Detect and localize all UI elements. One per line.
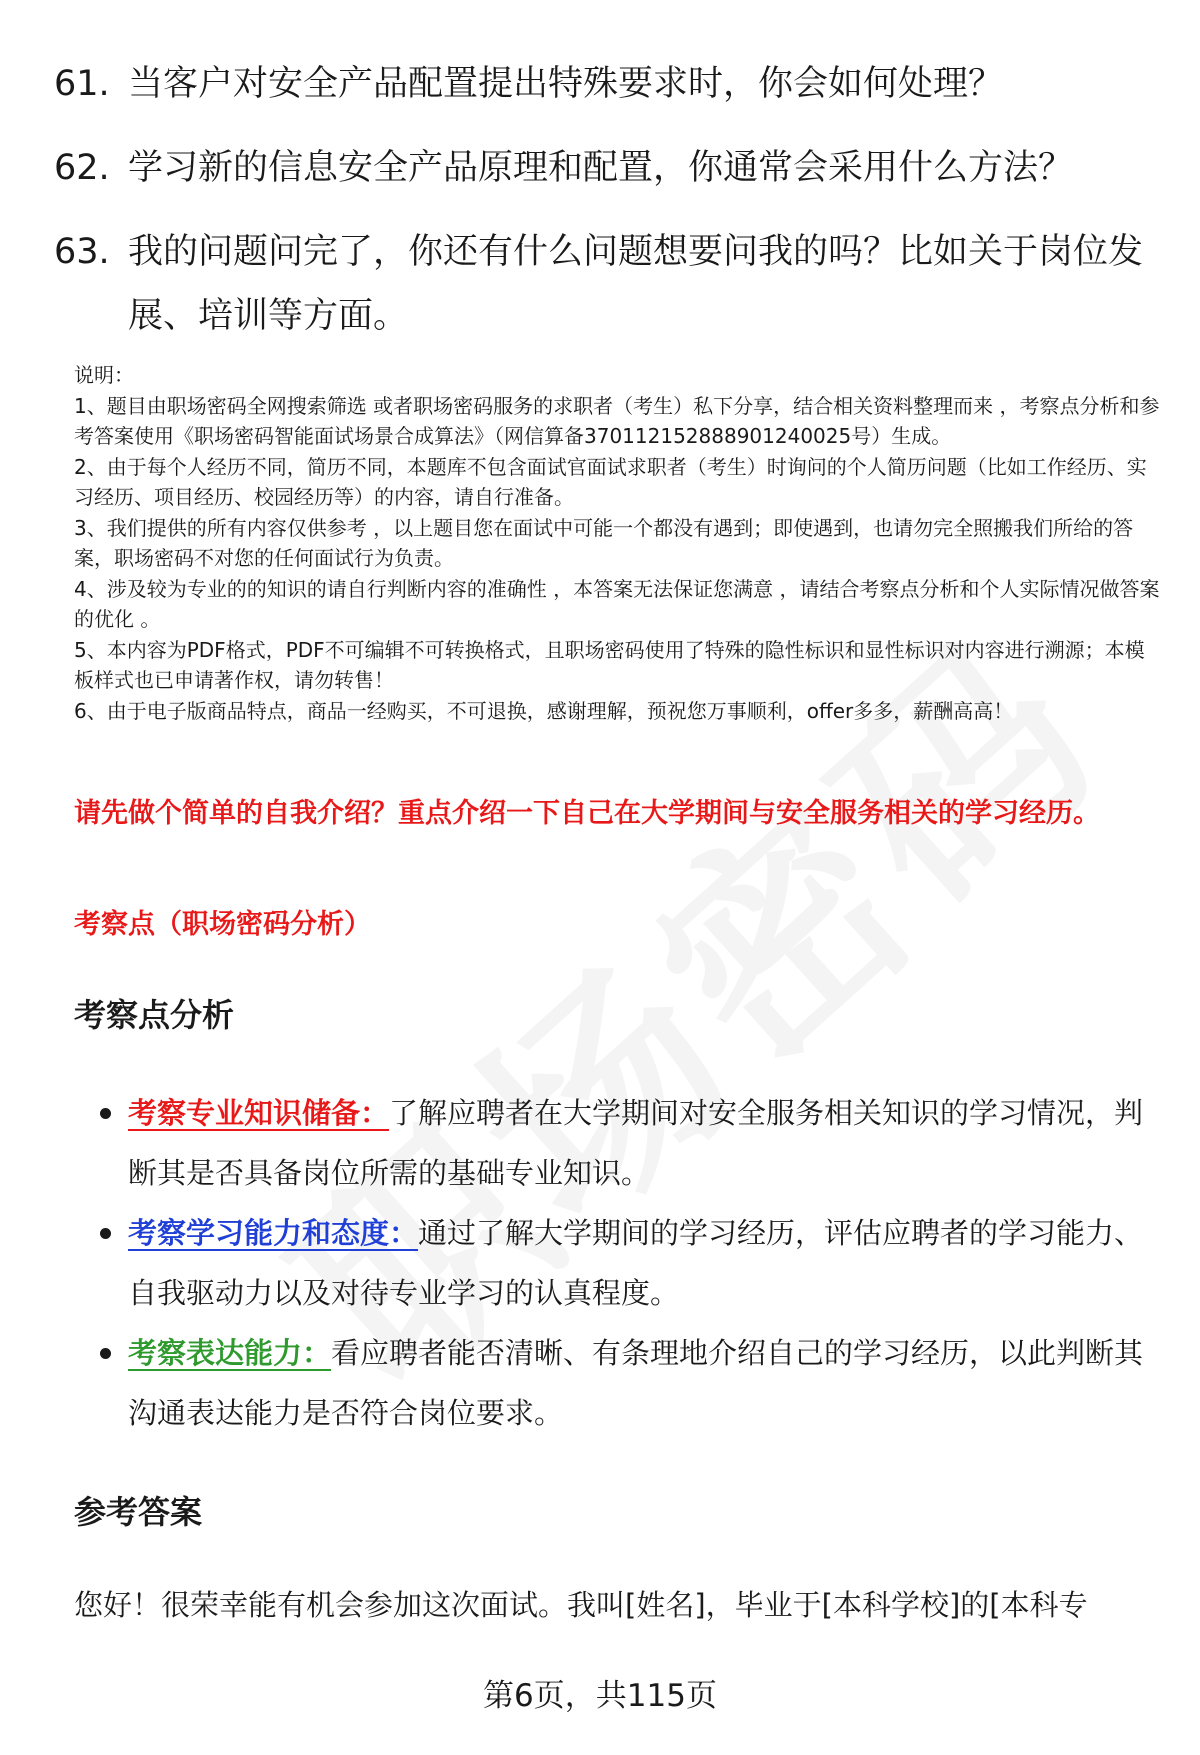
question-text: 学习新的信息安全产品原理和配置，你通常会采用什么方法？	[128, 148, 1074, 188]
question-62	[54, 136, 1154, 200]
question-number: 62.	[54, 148, 110, 188]
analysis-source-heading: 考察点（职场密码分析）	[74, 909, 371, 940]
answer-text: 您好！很荣幸能有机会参加这次面试。我叫[姓名]，毕业于[本科学校]的[本科专	[74, 1588, 1088, 1622]
question-number: 63.	[54, 232, 110, 272]
list-item	[100, 1203, 1160, 1323]
note-item: 3、我们提供的所有内容仅供参考 ，以上题目您在面试中可能一个都没有遇到；即使遇到，也请勿完全照搬我们所给的答案，职场密码不对您的任何面试行为负责。	[74, 515, 1134, 570]
note-item: 6、由于电子版商品特点，商品一经购买，不可退换，感谢理解，预祝您万事顺利，offer多多，薪酬高高！	[74, 698, 1014, 723]
page-number: 第6页，共115页	[483, 1678, 717, 1714]
bullet-text: 通过了解大学期间的学习经历，评估应聘者的学习能力、自我驱动力以及对待专业学习的认真程度。	[128, 1216, 1144, 1310]
question-text: 当客户对安全产品配置提出特殊要求时，你会如何处理？	[128, 64, 1004, 104]
bullet-keyword: 考察专业知识储备：	[128, 1096, 390, 1130]
note-item: 5、本内容为PDF格式，PDF不可编辑不可转换格式，且职场密码使用了特殊的隐性标识和显性标识对内容进行溯源；本模板样式也已申请著作权，请勿转售！	[74, 637, 1145, 692]
note-item: 2、由于每个人经历不同，简历不同，本题库不包含面试官面试求职者（考生）时询问的个人简历问题（比如工作经历、实习经历、项目经历、校园经历等）的内容，请自行准备。	[74, 454, 1147, 509]
question-text: 我的问题问完了，你还有什么问题想要问我的吗？比如关于岗位发展、培训等方面。	[128, 232, 1144, 336]
bullet-icon	[100, 1228, 111, 1239]
note-item: 1、题目由职场密码全网搜索筛选 或者职场密码服务的求职者（考生）私下分享，结合相关资料整理而来 ，考察点分析和参考答案使用《职场密码智能面试场景合成算法》（网信算备370112152888901240025号）生成。	[74, 393, 1160, 448]
bullet-icon	[100, 1108, 111, 1119]
bullet-text: 看应聘者能否清晰、有条理地介绍自己的学习经历，以此判断其沟通表达能力是否符合岗位要求。	[128, 1336, 1144, 1430]
answer-heading: 参考答案	[74, 1493, 203, 1531]
bullet-text: 了解应聘者在大学期间对安全服务相关知识的学习情况，判断其是否具备岗位所需的基础专业知识。	[128, 1096, 1144, 1190]
analysis-heading: 考察点分析	[74, 996, 235, 1034]
analysis-list	[100, 1083, 1160, 1443]
bullet-keyword: 考察学习能力和态度：	[128, 1216, 419, 1250]
question-61	[54, 52, 1154, 116]
note-item: 4、涉及较为专业的的知识的请自行判断内容的准确性 ，本答案无法保证您满意 ，请结合考察点分析和个人实际情况做答案的优化 。	[74, 576, 1160, 631]
question-63	[54, 220, 1154, 348]
question-number: 61.	[54, 64, 110, 104]
disclaimer-notes	[74, 360, 1164, 726]
list-item	[100, 1323, 1160, 1443]
bullet-icon	[100, 1348, 111, 1359]
notes-title: 说明：	[74, 363, 134, 387]
interview-question: 请先做个简单的自我介绍？重点介绍一下自己在大学期间与安全服务相关的学习经历。	[74, 798, 1100, 829]
list-item	[100, 1083, 1160, 1203]
bullet-keyword: 考察表达能力：	[128, 1336, 332, 1370]
